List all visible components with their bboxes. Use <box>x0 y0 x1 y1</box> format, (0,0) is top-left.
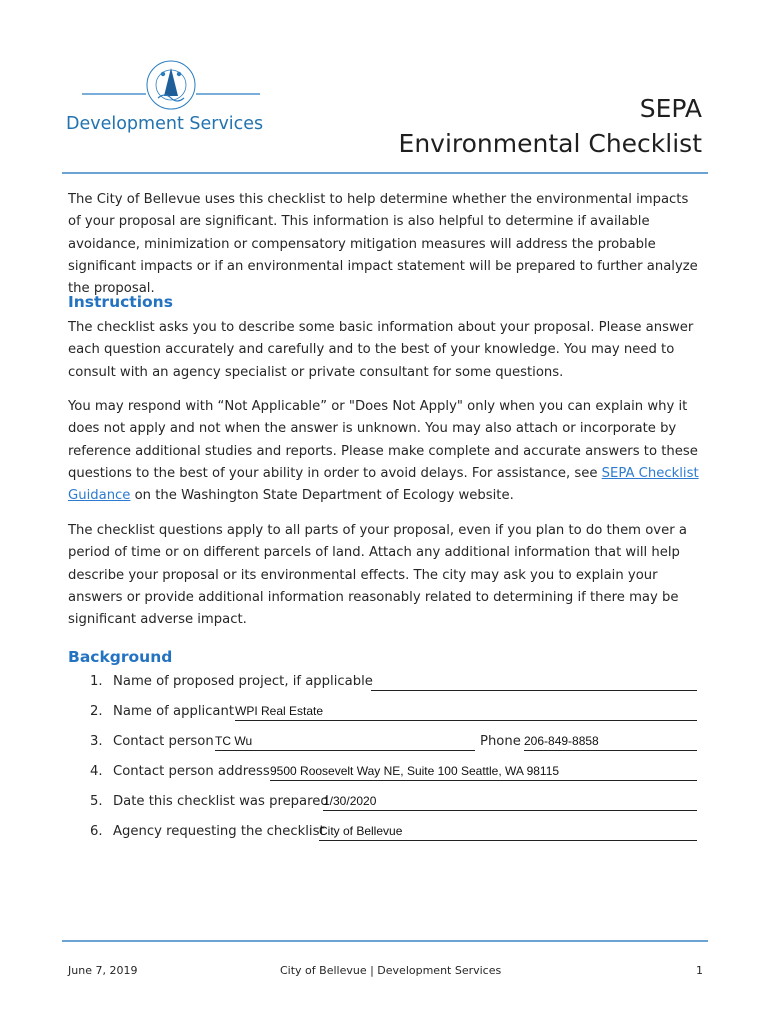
item-label: Contact person address <box>113 764 270 779</box>
instructions-paragraph-1: The checklist asks you to describe some basic information about your proposal. Please answer each question accurately and carefully and to the best of your knowledge. You may need to consult with an agency specialist or private consultant for some questions. <box>68 320 694 380</box>
phone-field[interactable]: 206-849-8858 <box>524 734 697 751</box>
p2-text-after-link: on the Washington State Department of Ecology website. <box>130 488 514 504</box>
intro-paragraph: The City of Bellevue uses this checklist to help determine whether the environmental impacts of your proposal are significant. This information is also helpful to determine if available avoidance, minimization or compensatory mitigation measures will address the probable significant impacts or if an environmental impact statement will be prepared to further analyze the proposal. <box>68 192 698 297</box>
contact-person-field[interactable]: TC Wu <box>215 734 475 751</box>
background-item-4 <box>90 764 270 779</box>
item-label: Contact person <box>113 734 214 749</box>
background-item-5 <box>90 794 329 809</box>
item-label: Date this checklist was prepared <box>113 794 329 809</box>
contact-address-field[interactable]: 9500 Roosevelt Way NE, Suite 100 Seattle, WA 98115 <box>270 764 697 781</box>
background-item-1 <box>90 674 373 689</box>
footer-divider <box>62 940 708 942</box>
item-number: 1. <box>90 674 103 689</box>
date-prepared-field[interactable]: 1/30/2020 <box>323 794 697 811</box>
instructions-paragraph-2 <box>68 396 704 507</box>
background-item-6 <box>90 824 325 839</box>
requesting-agency-field[interactable]: City of Bellevue <box>319 824 697 841</box>
title-environmental-checklist: Environmental Checklist <box>398 129 702 158</box>
phone-label: Phone <box>480 734 521 749</box>
sepa-checklist-guidance-link[interactable]: SEPA Checklist Guidance <box>68 465 699 504</box>
footer-date: June 7, 2019 <box>68 964 138 977</box>
item-number: 3. <box>90 734 103 749</box>
item-label: Name of applicant <box>113 704 235 719</box>
item-label: Name of proposed project, if applicable <box>113 674 373 689</box>
header-divider <box>62 172 708 174</box>
page-number: 1 <box>696 964 703 977</box>
instructions-heading: Instructions <box>68 293 173 311</box>
applicant-name-field[interactable]: WPI Real Estate <box>235 704 697 721</box>
item-label: Agency requesting the checklist <box>113 824 325 839</box>
title-sepa: SEPA <box>639 94 702 123</box>
p2-text-before-link: You may respond with “Not Applicable” or "Does Not Apply" only when you can explain why it does not apply and not when the answer is unknown. You may also attach or incorporate by reference additional studies and reports. Please make complete and accurate answers to these questions to the best of your ability in order to avoid delays. For assistance, see <box>68 399 698 481</box>
item-number: 5. <box>90 794 103 809</box>
background-item-2 <box>90 704 234 719</box>
project-name-field[interactable] <box>371 674 697 691</box>
background-heading: Background <box>68 648 173 666</box>
background-item-3 <box>90 734 214 749</box>
item-number: 2. <box>90 704 103 719</box>
footer-center-text: City of Bellevue | Development Services <box>280 964 502 977</box>
item-number: 4. <box>90 764 103 779</box>
instructions-paragraph-3: The checklist questions apply to all parts of your proposal, even if you plan to do them over a period of time or on different parcels of land. Attach any additional information that will help describe your proposal or its environmental effects. The city may ask you to explain your answers or provide additional information reasonably related to determining if there may be significant adverse impact. <box>68 523 687 628</box>
department-name: Development Services <box>66 114 264 134</box>
item-number: 6. <box>90 824 103 839</box>
